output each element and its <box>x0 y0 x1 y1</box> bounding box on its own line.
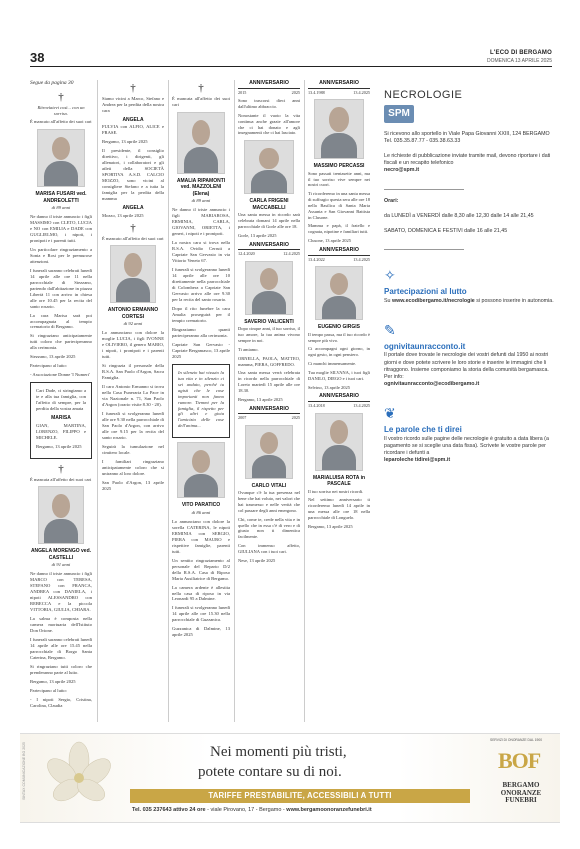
notice-text: La nostra cara si trova nella R.S.A. Ovidio Cerruti a Capriate San Gervasio in via Vittorio Veneto 67. <box>172 240 230 264</box>
place-date: Bergamo, 13 aprile 2025 <box>238 396 283 402</box>
deceased-name: CARLO VITALI <box>251 482 287 489</box>
hours-label: Orari: <box>384 197 399 204</box>
notice-text: I funerali si svolgeranno lunedì 14 aprile alle ore 15.30 nella parrocchiale di Guzzanica. <box>172 605 230 623</box>
notice-text: Chi, come te, crede nella vita e in quello che in essa c'è di vero e di giusto non ti dimentica facilmente. <box>238 516 300 540</box>
notice-text: Il tempo passa, ma il tuo ricordo è sempre più vivo. <box>308 331 370 343</box>
spm-logo: SPM <box>384 105 414 123</box>
page-number: 38 <box>30 50 45 65</box>
cross-icon: † <box>58 91 64 104</box>
ognivita-email-link[interactable]: ognivitaunracconto@ecodibergamo.it <box>384 381 480 388</box>
notice-text: Ne danno il triste annuncio i figli MARCO con TERESA, STEFANO con FRANCA, ANDREA con DANIELA, i nipoti ALESSANDRO con REBECCA e la piccola VITTORIA, GIULIA, CHIARA. <box>30 571 92 613</box>
deceased-name: EUGENIO GIRGIS <box>318 324 360 331</box>
column-divider <box>168 80 169 722</box>
notice-text: ORNELLA, PAOLA, MATTEO, mamma, PIERA, GOFFREDO. <box>238 355 300 367</box>
intro: È mancata all'affetto dei suoi cari <box>172 96 230 107</box>
deceased-name: AMALIA RIPAMONTI ved. MAZZOLENI (Elena) <box>176 177 226 197</box>
anniversary-dates: 12.4.2020 12.4.2025 <box>238 251 300 257</box>
age: di 91 anni <box>51 562 71 568</box>
header-rule <box>30 66 552 67</box>
intro: È mancato all'affetto dei suoi cari <box>30 119 92 125</box>
notice-text: I funerali si svolgeranno lunedì 14 aprile alle ore 10 direttamente nella parrocchiale di Colombera a Capriate San Gervasio arrivo alle ore 9.30 per la recita del santo rosario. <box>172 267 230 302</box>
anniversary-title: ANNIVERSARIO <box>308 247 370 256</box>
panel-title: NECROLOGIE <box>384 89 463 101</box>
cross-icon: † <box>58 462 64 475</box>
deceased-name: ANTONIO ERMANNO CORTESI <box>107 307 159 320</box>
deceased-name: ANGELA MORENGO ved. CASTELLI <box>30 548 92 561</box>
anniversary-dates: 2007 2025 <box>238 415 300 421</box>
publication-date: DOMENICA 13 APRILE 2025 <box>486 58 552 64</box>
portrait-photo <box>177 442 225 498</box>
notice-text: Seguirà la tumulazione nel cimitero locale. <box>102 443 164 455</box>
age: di 89 anni <box>51 205 71 211</box>
section-title-parole: Le parole che ti direi <box>384 425 462 435</box>
divider <box>384 189 464 190</box>
notice-text: Una santa messa in ricordo sarà celebrata domani 14 aprile nella parrocchiale di Gorle alle ore 18. <box>238 212 300 229</box>
place-date: Stezzano, 13 aprile 2025 <box>30 354 76 360</box>
notice-text: Si ringrazia il personale della R.S.A. San Paolo d'Argon, Sacra Famiglia. <box>102 363 164 381</box>
obituary-column-3 <box>172 80 230 641</box>
ad-tagline-bar: TARIFFE PRESTABILITE, ACCESSIBILI A TUTTI <box>130 789 470 803</box>
notice-text: Dopo il rito funebre la cara Amalia proseguirà per il tempio crematorio. <box>172 305 230 323</box>
notice-text: FULVIA con ALFIO, ALICE e FRASE. <box>102 124 164 136</box>
anniversary-title: ANNIVERSARIO <box>238 242 300 251</box>
notice-text: Il presidente, il consiglio direttivo, i dirigenti, gli allenatori, i collaboratori e gli atleti della SOCIETÀ SPORTIVA A.S.D. CALCIO MOZZO, sono vicini al consigliere Stefano e a tutta la famiglia per la perdita della mamma <box>102 148 164 202</box>
quote: In silenzio hai vissuto la tua vita e in silenzio ci sei andato, perché tu agisti che le cose importanti non fanno rumore. Tiemmi per la famiglia, il rispetto per gli altri e gioia l'amicizia delle cose dell'anima... <box>178 369 224 429</box>
anniversary-dates: 13.4.1988 13.4.2025 <box>308 89 370 95</box>
deceased-name: CARLA FRIGENI MACCABELLI <box>249 198 289 211</box>
notice-text: I funerali si svolgeranno lunedì alle ore 9.30 nella parrocchiale di San Paolo d'Argon, con arrivo alle ore 9.15 per la recita del santo rosario. <box>102 411 164 440</box>
flower-illustration <box>34 740 124 818</box>
deceased-name: SAVERIO VALICENTI <box>244 318 294 325</box>
place-date: Bergamo, 13 aprile 2025 <box>102 139 148 145</box>
notice-text: Ti ricorderemo in una santa messa di suffragio questa sera alle ore 18 nella Basilica di Santa Maria Assunta e San Giovanni Battista in Clusone. <box>308 191 370 220</box>
intro: È mancata all'affetto dei suoi cari <box>30 476 92 482</box>
notice-text: Con immenso affetto, GIULIANA con i tuoi cari. <box>238 543 300 554</box>
age: di 92 anni <box>123 321 143 327</box>
notice-text: I familiari ringraziano anticipatamente coloro che si uniranno al loro dolore. <box>102 458 164 476</box>
partecipazioni-text: Su www.ecodibergamo.it/necrologie si possono inserire in autonomia. <box>384 297 554 304</box>
deceased-name: MARISA <box>51 415 71 422</box>
divider <box>384 249 464 250</box>
column-divider <box>234 80 235 722</box>
notice-text: Lo annunciano con dolore la sorella CATERINA, le nipoti ERMINIA con SERGIO, PIERA con MAURO e rispettive famiglie, parenti tutti. <box>172 518 230 554</box>
notice-text: La cara Marisa sarà poi accompagnata al tempio crematorio di Bergamo. <box>30 312 92 330</box>
notice-text: Nonostante il vuoto la vita continua anche grazie all'amore che ci hai donato e agli insegnamenti che ci hai lasciato. <box>238 112 300 136</box>
notice-text: I funerali saranno celebrati lunedì 14 aprile alle ore 11 nella parrocchiale di Stezzano, partendo dall'abitazione in piazza Libertà 11 con arrivo in chiesa alle ore 10.45 per la recita del santo rosario. <box>30 267 92 309</box>
anniversary-title: ANNIVERSARIO <box>308 80 370 89</box>
deceased-name: ANGELA <box>122 116 144 123</box>
section-title-ognivita: ognivitaunracconto.it <box>384 341 466 351</box>
notice-text: Nel settimo anniversario ti ricorderemo lunedì 14 aprile in una messa alle ore 18 nella parrocchiale di Longuelo. <box>308 497 370 521</box>
anniversary-column-2 <box>308 80 370 533</box>
cross-icon: † <box>130 221 136 234</box>
notice-text: Una santa messa verrà celebrata in ricordo nella parrocchiale di Loreto martedì 15 aprile alle ore 18.30. <box>238 370 300 393</box>
place-date: Bergamo, 13 aprile 2025 <box>308 523 353 529</box>
participation: - I nipoti Sergio, Cristina, Carolina, Claudia <box>30 696 92 708</box>
feather-icon: ❦ <box>384 405 396 422</box>
dove-icon: ✧ <box>384 266 396 283</box>
place-date: Clusone, 13 aprile 2025 <box>308 238 351 244</box>
publication-name: L'ECO DI BERGAMO <box>490 50 552 56</box>
edit-icon: ✎ <box>384 321 396 338</box>
column-divider <box>97 80 98 722</box>
obituary-column-1 <box>30 80 92 712</box>
notice-text: Ovunque c'è la tua presenza nel bene che hai voluto, nei valori che hai trasmesso e nelle verità che col passare degli anni emergono. <box>238 490 300 513</box>
parole-text: Il vostro ricordo sulle pagine delle necrologie è gratuito a data libera (a pagamento se si sceglie una data fissa). Scrivete le vostre parole per ricordare i defunti a <box>384 435 549 457</box>
parole-email-link[interactable]: leparoleche tidirei@spm.it <box>384 457 451 464</box>
ad-contact: Tel. 035 237643 attivo 24 ore - viale Pirovano, 17 - Bergamo - www.bergamoonoranzefunebri.it <box>132 807 372 813</box>
anniversary-dates: 2015 2025 <box>238 89 300 95</box>
participation: - Associazione Donne 'I Numeri' <box>30 372 90 378</box>
notice-text: Sono passati trentasette anni, ma il tuo sorriso vive sempre nei nostri cuori. <box>308 170 370 188</box>
portrait-photo <box>38 486 84 544</box>
obituary-column-2 <box>102 80 164 495</box>
notice-text: Il caro Antonio Ermanno si trova nella Casa Funeraria La Pace in via Nazionale n. 71, San Paolo d'Argon (orario visite 8.30 - 20). <box>102 384 164 408</box>
condolence-box <box>30 382 92 458</box>
anniversary-column-1 <box>238 80 300 567</box>
anniversary-title: ANNIVERSARIO <box>308 393 370 402</box>
ad-headline-2: potete contare su di noi. <box>198 764 342 780</box>
place-date: Guzzanica di Dalmine, 13 aprile 2025 <box>172 626 230 638</box>
deceased-name: MASSIMO PERCASSI <box>313 163 365 170</box>
address-text: Si ricevono allo sportello in Viale Papa Giovanni XXIII, 124 BERGAMO <box>384 130 550 137</box>
place-date: San Paolo d'Argon, 13 aprile 2025 <box>102 479 164 491</box>
notice-text: Tua moglie SILVANA, i tuoi figli DANILO, DIEGO e i tuoi cari. <box>308 369 370 381</box>
quote: Ritrovìatevi così... con un sorriso. <box>37 105 85 117</box>
notice-text: Un sentito ringraziamento al personale del Reparto D/2 della R.S.A. Casa di Riposo Maria Ausiliatrice di Bergamo. <box>172 557 230 581</box>
portrait-photo <box>110 245 156 303</box>
portrait-photo <box>37 129 85 187</box>
notice-text: Un particolare ringraziamento a Sonia e Rosi per le premurose attenzioni. <box>30 246 92 264</box>
ognivita-info-label: Per info: <box>384 373 404 380</box>
portrait-photo <box>245 425 293 479</box>
deceased-name: ANGELA <box>122 205 144 212</box>
anniversary-title: ANNIVERSARIO <box>238 80 300 89</box>
portrait-photo <box>314 99 364 159</box>
funeral-home-ad <box>20 733 560 823</box>
portrait-photo <box>244 140 294 194</box>
notice-text: Si ringraziano anticipatamente tutti coloro che parteciperanno alla cerimonia. <box>30 333 92 351</box>
participation: Partecipano al lutto: <box>30 363 67 369</box>
quote-box <box>172 364 230 439</box>
deceased-name: MARIALUISA ROTA in PASCALE <box>312 474 366 488</box>
place-date: Capriate San Gervasio - Capriate Bergamasco, 13 aprile 2025 <box>172 341 230 359</box>
place-date: Bergamo, 13 aprile 2025 <box>30 678 76 684</box>
notice-text: Si ringraziano tutti coloro che prenderanno parte al lutto. <box>30 664 92 675</box>
portrait-photo <box>315 266 363 320</box>
place-date: Mozzo, 13 aprile 2025 <box>102 212 144 218</box>
necrologie-info-panel <box>384 88 554 464</box>
notice-text: Dopo cinque anni, il tuo sorriso, il tuo amore, la tua anima vivono sempre in noi. <box>238 326 300 344</box>
notice-text: Ti amiamo. <box>238 346 259 352</box>
ad-website-link[interactable]: www.bergamoonoranzefunebri.it <box>286 807 372 813</box>
ognivita-text: Il portale dove trovate le necrologie dei vostri defunti dal 1950 ai nostri giorni e dove potete scrivere le loro storie e inserire le immagini che li ritraggono. Insieme componiamo la storia della comunità bergamasca. <box>384 352 549 373</box>
age: di 86 anni <box>191 509 211 515</box>
intro: È mancato all'affetto dei suoi cari <box>102 235 164 241</box>
bof-logo: BOF <box>498 748 541 773</box>
phone-numbers: Tel. 035.35.87.77 - 035.38.63.33 <box>384 137 461 144</box>
anniversary-dates: 13.4.2022 13.4.2025 <box>308 256 370 262</box>
anniversary-title: ANNIVERSARIO <box>238 406 300 415</box>
place-date: Bergamo, 13 aprile 2025 <box>36 443 82 449</box>
notice-text: Ringraziamo quanti parteciperanno alla cerimonia. <box>172 326 230 338</box>
notice-text: GIAN, MARTINA, LORENZO, FILIPPO e MICHELE. <box>36 422 86 440</box>
cross-icon: † <box>198 82 204 94</box>
place-date: Gorle, 13 aprile 2025 <box>238 232 277 238</box>
ad-credit: SINTAX COMUNICAZIONE BG 2025 <box>22 742 26 800</box>
place-date: Nese, 13 aprile 2025 <box>238 557 276 563</box>
notice-text: I funerali saranno celebrati lunedì 14 aprile alle ore 15.45 nella parrocchiale di Borgo Santa Caterina, Bergamo. <box>30 637 92 661</box>
notice-text: Siamo vicini a Marco, Stefano e Andrea per la perdita della nostra cara <box>102 96 164 113</box>
participation: Partecipano al lutto: <box>30 687 67 693</box>
notice-text: La camera ardente è allestita nella casa di riposo in via Leonardi 95 a Dalmine. <box>172 584 230 602</box>
necrologie-site-link[interactable]: www.ecodibergamo.it/necrologie <box>391 297 475 304</box>
portrait-photo <box>315 413 363 471</box>
notice-text: Mamma e papà, il fratello e cognata, nipotine e familiari tutti. <box>308 223 370 235</box>
ad-brand-name: BERGAMO ONORANZE FUNEBRI <box>500 781 542 805</box>
hours-weekdays: da LUNEDÌ a VENERDÌ dalle 8,30 alle 12,30 dalle 14 alle 21,45 <box>384 212 534 219</box>
notice-text: Lo annunciano con dolore la moglie LUCIA, i figli IVONNE e OLIVIERO, il genero MARIO, i nipoti, i pronipoti e i parenti tutti. <box>102 330 164 360</box>
notice-text: Il tuo sorriso nei nostri ricordi. <box>308 488 364 494</box>
continued-from: Segue da pagina 30 <box>30 80 74 86</box>
notice-text: Cari Dade, ci stringiamo a te e alla tua famiglia, con l'affetto di sempre, per la perdita della vostra amata <box>36 388 86 412</box>
spm-logo-row <box>384 105 554 123</box>
ad-since: SERVIZI DI ONORANZE DAL 1900 <box>490 738 543 742</box>
notice-text: Ci accompagni ogni giorno, in ogni gesto, in ogni pensiero. <box>308 346 370 358</box>
notice-text: Sono trascorsi dieci anni dall'ultimo abbraccio. <box>238 98 300 110</box>
place-date: Selvino, 13 aprile 2025 <box>308 384 350 390</box>
section-title-partecipazioni: Partecipazioni al lutto <box>384 286 467 296</box>
email-instructions: Le richieste di pubblicazione inviate tramite mail, devono riportare i dati fiscali e un recapito telefonico <box>384 153 551 167</box>
age: di 89 anni <box>191 198 211 204</box>
deceased-name: MARISA FUSARI ved. ANDREOLETTI <box>35 191 87 204</box>
necro-email-link[interactable]: necro@spm.it <box>384 167 420 174</box>
notice-text: Ne danno il triste annuncio i figli MASSIMO con CLETO, LUCIA e NO con EMILIA e DADE con GUGLIELMO, i nipoti, i pronipoti e i parenti tutti. <box>30 214 92 243</box>
portrait-photo <box>245 261 293 315</box>
column-divider <box>304 80 305 722</box>
cross-icon: † <box>130 82 136 94</box>
hours-weekend: SABATO, DOMENICA E FESTIVI dalle 16 alle 21,45 <box>384 227 508 234</box>
anniversary-dates: 13.4.2018 13.4.2025 <box>308 403 370 409</box>
deceased-name: VITO PARATICO <box>181 502 221 509</box>
notice-text: La salma è composta nella camera mortuaria dell'Istituto Don Orione. <box>30 616 92 634</box>
portrait-photo <box>177 112 225 174</box>
notice-text: Ci manchi immensamente. <box>308 361 357 367</box>
ad-headline-1: Nei momenti più tristi, <box>210 744 347 760</box>
notice-text: Ne danno il triste annuncio i figli MARIAROSA, ERMINIA, CARLA, GIOVANNI, ORIETTA, i generi, i nipoti e i pronipoti. <box>172 207 230 237</box>
